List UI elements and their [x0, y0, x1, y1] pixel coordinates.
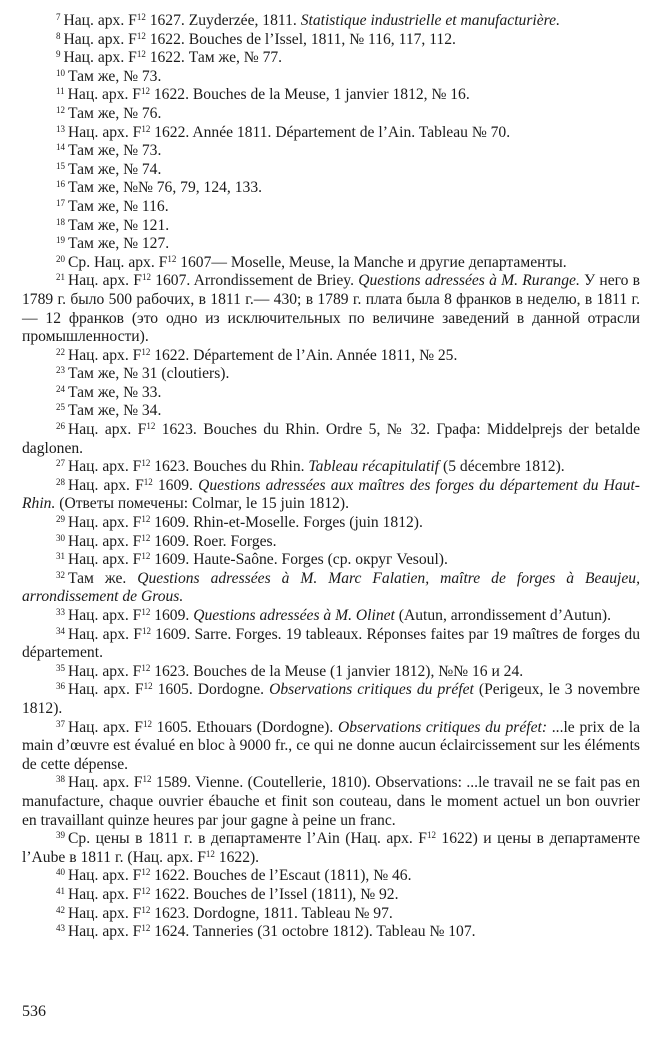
- footnote: [22, 533, 640, 552]
- footnote-text: Нац. арх. F: [68, 867, 142, 885]
- superscript-text: 12: [146, 421, 156, 432]
- footnote: [22, 217, 640, 236]
- footnote: [22, 142, 640, 161]
- footnote-text: Нац. арх. F: [68, 718, 143, 736]
- footnote-text: Нац. арх. F: [68, 662, 142, 680]
- footnote-text: Там же, № 34.: [68, 402, 162, 420]
- footnote-number: 8: [56, 30, 61, 41]
- superscript-text: 12: [141, 458, 151, 469]
- italic-title: Questions adressées aux maîtres des forges du département du Haut-Rhin.: [22, 476, 640, 513]
- superscript-text: 12: [136, 12, 146, 22]
- footnote-text: Нац. арх. F: [63, 30, 137, 48]
- footnote-text: У него в 1789 г. было 500 рабочих, в 1811 г.— 430; в 1789 г. плата была 8 франков в неделю, в 1811 г.— 12 франков (это одно из исключительных по величине заведений в данной отрасли промышленности).: [22, 272, 641, 346]
- italic-title: Questions adressées à M. Rurange.: [358, 272, 580, 290]
- footnote-number: 22: [56, 346, 65, 357]
- footnote-number: 9: [56, 49, 61, 60]
- footnote-text: 1622. Département de l’Ain. Année 1811, № 25.: [150, 346, 458, 364]
- footnote-text: Нац. арх. F: [68, 923, 142, 941]
- footnote-text: Ср. цены в 1811 г. в департаменте l’Ain (Нац. арх. F: [68, 830, 427, 848]
- footnote-text: 1609. Rhin-et-Moselle. Forges (juin 1812).: [150, 514, 423, 532]
- footnote-text: 1605. Ethouars (Dordogne).: [151, 718, 338, 736]
- footnote-text: 1622) и цены в департаменте l’Aube в 1811 г. (Нац. арх. F: [22, 830, 640, 866]
- footnote-text: Там же, № 116.: [68, 197, 169, 215]
- footnote: [22, 402, 640, 421]
- footnote: [22, 49, 640, 68]
- superscript-text: 12: [141, 625, 151, 636]
- superscript-text: 12: [141, 607, 151, 617]
- footnote-text: 1622. Bouches de l’Escaut (1811), № 46.: [150, 867, 412, 885]
- superscript-text: 12: [141, 514, 151, 525]
- superscript-text: 12: [143, 681, 153, 692]
- footnote-text: Нац. арх. F: [68, 625, 142, 643]
- superscript-text: 12: [141, 923, 151, 934]
- footnote-text: 1623. Dordogne, 1811. Tableau № 97.: [150, 904, 393, 922]
- footnote-text: (Autun, arrondissement d’Autun).: [394, 607, 611, 624]
- footnote-text: Нац. арх. F: [68, 272, 142, 290]
- footnote-number: 17: [56, 197, 65, 208]
- footnote-number: 15: [56, 160, 65, 171]
- italic-title: Questions adressées à M. Marc Falatien, maître de forges à Beaujeu, arrondissement de Grous.: [22, 569, 640, 606]
- superscript-text: 12: [141, 885, 151, 896]
- footnote: [22, 68, 640, 87]
- footnote-text: Нац. арх. F: [63, 12, 137, 29]
- footnote-text: 1609. Roer. Forges.: [150, 532, 277, 550]
- superscript-text: 12: [167, 253, 177, 264]
- footnote-text: Там же.: [68, 569, 138, 587]
- footnote-text: Нац. арх. F: [67, 86, 141, 104]
- footnote: [22, 124, 640, 143]
- superscript-text: 12: [136, 49, 146, 60]
- footnote-text: 1623. Bouches de la Meuse (1 janvier 1812), №№ 16 и 24.: [150, 662, 524, 680]
- footnote-text: 1607— Moselle, Meuse, la Manche и другие департаменты.: [176, 253, 567, 271]
- footnote-text: Нац. арх. F: [68, 607, 142, 624]
- footnote-text: 1622. Там же, № 77.: [145, 49, 283, 67]
- footnote: [22, 551, 640, 570]
- footnote-text: Нац. арх. F: [68, 904, 142, 922]
- superscript-text: 12: [142, 774, 152, 785]
- footnote-text: Там же, № 33.: [68, 383, 162, 401]
- footnote-number: 23: [56, 365, 65, 376]
- footnote-text: ...le prix de la main d’œuvre est évalué en bloc à 9000 fr., ce qui ne donne aucun éclaircissement sur les éléments de cette dépense.: [22, 718, 640, 773]
- footnote-text: Там же, № 73.: [68, 67, 162, 85]
- footnote-text: Нац. арх. F: [68, 476, 144, 494]
- footnote: [22, 235, 640, 254]
- footnote-number: 30: [56, 532, 65, 543]
- footnote: [22, 830, 640, 867]
- footnote-text: Нац. арх. F: [63, 49, 137, 67]
- footnote-number: 43: [56, 923, 65, 934]
- superscript-text: 12: [141, 346, 151, 357]
- footnote: [22, 663, 640, 682]
- footnote: [22, 458, 640, 477]
- footnote: [22, 923, 640, 942]
- footnote: [22, 254, 640, 273]
- italic-title: Observations critiques du préfet: [269, 681, 474, 699]
- footnote: [22, 681, 640, 718]
- footnote-number: 25: [56, 402, 65, 413]
- footnote-number: 10: [56, 67, 65, 78]
- footnote-number: 31: [56, 551, 65, 562]
- superscript-text: 12: [141, 662, 151, 673]
- footnote: [22, 86, 640, 105]
- footnote-text: (5 décembre 1812).: [439, 458, 565, 476]
- footnote-text: 1627. Zuyderzée, 1811.: [145, 12, 301, 29]
- superscript-text: 12: [141, 904, 151, 915]
- footnote-text: 1622. Année 1811. Département de l’Ain. Tableau № 70.: [150, 123, 511, 141]
- italic-title: Tableau récapitulatif: [308, 458, 440, 476]
- footnote-number: 16: [56, 179, 65, 190]
- footnote-text: 1609. Haute-Saône. Forges (ср. округ Vesoul).: [150, 551, 448, 569]
- footnote-number: 36: [56, 681, 65, 692]
- footnote: [22, 626, 640, 663]
- footnote: [22, 421, 640, 458]
- footnote-number: 7: [56, 12, 61, 22]
- footnote-text: 1624. Tanneries (31 octobre 1812). Tableau № 107.: [150, 923, 476, 941]
- footnote: [22, 12, 640, 31]
- footnote: [22, 607, 640, 626]
- footnote-text: Там же, № 121.: [68, 216, 170, 234]
- footnote: [22, 886, 640, 905]
- footnote-text: 1589. Vienne. (Coutellerie, 1810). Observations: ...le travail ne se fait pas en manufacture, chaque ouvrier ébauche et finit son couteau, dans le moment actuel un bon ouvrier en travaillant quinze heures par jour gagne à peine un franc.: [22, 774, 640, 829]
- superscript-text: 12: [141, 272, 151, 283]
- footnote-text: (Perigeux, le 3 novembre 1812).: [22, 681, 640, 717]
- footnote-text: Там же, №№ 76, 79, 124, 133.: [68, 179, 263, 197]
- footnote-text: 1607. Arrondissement de Briey.: [150, 272, 359, 290]
- footnote-text: Нац. арх. F: [68, 885, 142, 903]
- footnote-text: Там же, № 127.: [68, 235, 170, 253]
- footnote-number: 32: [56, 569, 65, 580]
- footnote-number: 33: [56, 607, 65, 617]
- footnote-text: Там же, № 74.: [68, 160, 162, 178]
- footnote-text: Нац. арх. F: [68, 346, 142, 364]
- footnote-text: Там же, № 31 (cloutiers).: [68, 365, 230, 383]
- footnote: [22, 198, 640, 217]
- superscript-text: 12: [205, 848, 215, 859]
- footnote-text: 1622. Bouches de l’Issel (1811), № 92.: [150, 885, 399, 903]
- footnote-number: 18: [56, 216, 65, 227]
- footnote-text: Нац. арх. F: [68, 551, 142, 569]
- superscript-text: 12: [141, 551, 151, 562]
- footnote-number: 12: [56, 104, 65, 115]
- footnote-text: Нац. арх. F: [68, 123, 142, 141]
- footnote: [22, 719, 640, 775]
- footnote-number: 13: [56, 123, 65, 134]
- footnote-text: Нац. арх. F: [68, 458, 142, 476]
- footnote-number: 38: [56, 774, 65, 785]
- footnote-text: 1605. Dordogne.: [152, 681, 270, 699]
- superscript-text: 12: [142, 718, 152, 729]
- footnote-text: Ср. Нац. арх. F: [68, 253, 168, 271]
- superscript-text: 12: [141, 867, 151, 878]
- footnote-number: 27: [56, 458, 65, 469]
- footnote-number: 28: [56, 476, 65, 487]
- footnote-text: Нац. арх. F: [68, 681, 144, 699]
- footnote-number: 24: [56, 383, 65, 394]
- footnote-number: 34: [56, 625, 65, 636]
- superscript-text: 12: [140, 86, 150, 97]
- superscript-text: 12: [141, 123, 151, 134]
- footnote: [22, 272, 640, 346]
- footnote-text: Там же, № 73.: [68, 142, 162, 160]
- footnote-text: 1609.: [152, 476, 199, 494]
- footnote-text: Нац. арх. F: [68, 514, 142, 532]
- footnote: [22, 179, 640, 198]
- footnote-number: 19: [56, 235, 65, 246]
- footnote-number: 35: [56, 662, 65, 673]
- footnote: [22, 105, 640, 124]
- footnote: [22, 570, 640, 607]
- footnote-text: 1622. Bouches de l’Issel, 1811, № 116, 117, 112.: [145, 30, 456, 48]
- footnote-number: 39: [56, 830, 65, 841]
- footnote: [22, 384, 640, 403]
- footnote: [22, 347, 640, 366]
- footnote-text: Нац. арх. F: [68, 532, 142, 550]
- footnote-text: 1609. Sarre. Forges. 19 tableaux. Réponses faites par 19 maîtres de forges du département.: [22, 625, 640, 662]
- footnote-text: 1623. Bouches du Rhin. Ordre 5, № 32. Графа: Middelprejs der betalde daglonen.: [22, 421, 641, 457]
- footnote-text: Нац. арх. F: [68, 774, 143, 792]
- footnote: [22, 31, 640, 50]
- footnote-text: Нац. арх. F: [68, 421, 147, 439]
- footnote-number: 26: [56, 421, 65, 432]
- footnote: [22, 905, 640, 924]
- footnote-number: 21: [56, 272, 65, 283]
- footnote-text: (Ответы помечены: Colmar, le 15 juin 1812).: [55, 495, 349, 513]
- footnotes-block: [22, 12, 640, 942]
- superscript-text: 12: [143, 476, 153, 487]
- italic-title: Questions adressées à M. Olinet: [193, 607, 395, 624]
- superscript-text: 12: [141, 532, 151, 543]
- footnote-number: 42: [56, 904, 65, 915]
- footnote-text: 1622).: [214, 848, 260, 866]
- italic-title: Observations critiques du préfet:: [338, 718, 548, 736]
- page-number: 536: [22, 1003, 46, 1020]
- footnote-number: 14: [56, 142, 65, 153]
- footnote-number: 20: [56, 253, 65, 264]
- footnote-text: 1622. Bouches de la Meuse, 1 janvier 1812, № 16.: [149, 86, 470, 104]
- footnote-text: 1609.: [150, 607, 194, 624]
- footnote-number: 11: [56, 86, 65, 97]
- footnote: [22, 365, 640, 384]
- footnote: [22, 161, 640, 180]
- footnote: [22, 867, 640, 886]
- italic-title: Statistique industrielle et manufacturière.: [300, 12, 560, 29]
- footnote-number: 41: [56, 885, 65, 896]
- footnote-text: 1623. Bouches du Rhin.: [150, 458, 309, 476]
- footnote: [22, 774, 640, 830]
- footnote-number: 37: [56, 718, 65, 729]
- footnote-text: Там же, № 76.: [68, 104, 162, 122]
- footnote-number: 29: [56, 514, 65, 525]
- footnote-number: 40: [56, 867, 65, 878]
- superscript-text: 12: [426, 830, 436, 841]
- superscript-text: 12: [136, 30, 146, 41]
- footnote: [22, 514, 640, 533]
- footnote: [22, 477, 640, 514]
